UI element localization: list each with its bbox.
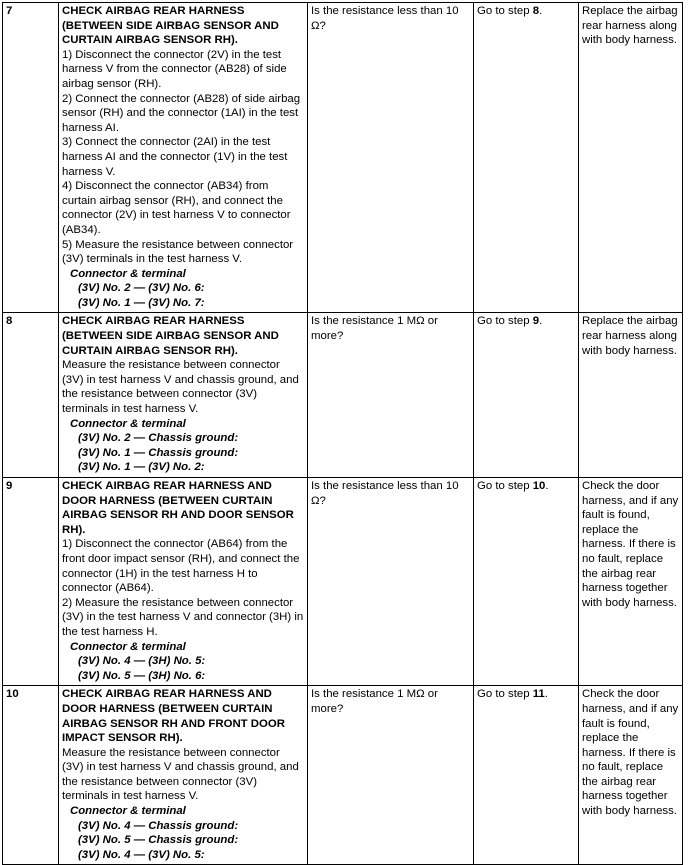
terminal-pair: (3V) No. 4 — (3H) No. 5: [78, 655, 206, 668]
no-cell [579, 686, 683, 865]
connector-terminal-heading: Connector & terminal [70, 640, 186, 653]
yes-cell [474, 3, 579, 313]
terminal-pair: (3V) No. 5 — Chassis ground: [78, 834, 239, 847]
no-cell [579, 3, 683, 313]
yes-prefix: Go to step [477, 315, 533, 328]
procedure-step: 1) Disconnect the connector (2V) in the test harness V from the connector (AB28) of side airbag sensor (RH). [62, 48, 287, 90]
yes-suffix: . [545, 480, 549, 492]
step-number: 10 [6, 688, 19, 701]
terminal-list [62, 654, 304, 683]
yes-cell [474, 313, 579, 478]
yes-prefix: Go to step [477, 688, 533, 701]
yes-step-link[interactable]: 9 [532, 315, 540, 328]
no-action: Replace the airbag rear harness along with body harness. [582, 315, 678, 357]
no-cell [579, 313, 683, 478]
terminal-pair: (3V) No. 4 — (3V) No. 5: [78, 848, 205, 861]
check-question: Is the resistance less than 10 Ω? [311, 5, 459, 32]
yes-suffix: . [539, 315, 543, 328]
step-number-cell [3, 3, 59, 313]
procedure-step: 2) Measure the resistance between connector (3V) in the test harness V and connector (3H) in the test harness H. [62, 596, 304, 638]
step-number-cell [3, 478, 59, 686]
step-number: 8 [6, 315, 13, 328]
procedure-step: Measure the resistance between connector (3V) in test harness V and chassis ground, and the resistance between connector (3V) terminals in test harness V. [62, 359, 299, 416]
table-body [3, 3, 683, 865]
diagnostic-procedure-table [2, 2, 683, 865]
yes-prefix: Go to step [477, 5, 533, 17]
connector-terminal-heading: Connector & terminal [70, 805, 186, 818]
connector-terminal-heading: Connector & terminal [70, 417, 186, 430]
check-question: Is the resistance 1 MΩ or more? [311, 315, 438, 343]
no-action: Replace the airbag rear harness along with body harness. [582, 5, 678, 47]
connector-terminal-heading: Connector & terminal [70, 267, 186, 280]
procedure-steps [62, 746, 304, 804]
yes-step-link[interactable]: 8 [532, 5, 540, 17]
terminal-pair: (3V) No. 2 — (3V) No. 6: [78, 282, 205, 295]
check-cell [308, 686, 474, 865]
check-title: CHECK AIRBAG REAR HARNESS (BETWEEN SIDE AIRBAG SENSOR AND CURTAIN AIRBAG SENSOR RH). [62, 5, 279, 47]
procedure-cell [59, 478, 308, 686]
step-number-cell [3, 313, 59, 478]
yes-step-link[interactable]: 10 [532, 480, 546, 492]
check-title: CHECK AIRBAG REAR HARNESS AND DOOR HARNESS (BETWEEN CURTAIN AIRBAG SENSOR RH AND DOOR SENSOR RH). [62, 480, 294, 536]
terminal-pair: (3V) No. 1 — (3V) No. 2: [78, 461, 205, 474]
yes-cell [474, 478, 579, 686]
procedure-steps [62, 537, 304, 639]
terminal-pair: (3V) No. 1 — Chassis ground: [78, 446, 239, 459]
terminal-list [62, 281, 304, 310]
terminal-pair: (3V) No. 5 — (3H) No. 6: [78, 669, 206, 682]
check-cell [308, 3, 474, 313]
no-cell [579, 478, 683, 686]
procedure-cell [59, 3, 308, 313]
terminal-list [62, 431, 304, 475]
procedure-step: 5) Measure the resistance between connector (3V) terminals in the test harness V. [62, 238, 294, 266]
procedure-steps [62, 48, 304, 267]
no-action: Check the door harness, and if any fault is found, replace the harness. If there is no fault, replace the airbag rear harness together with body harness. [582, 480, 679, 609]
table-row [3, 3, 683, 313]
check-question: Is the resistance less than 10 Ω? [311, 480, 459, 507]
procedure-cell [59, 686, 308, 865]
procedure-step: Measure the resistance between connector (3V) in test harness V and chassis ground, and the resistance between connector (3V) terminals in test harness V. [62, 746, 299, 803]
step-number-cell [3, 686, 59, 865]
yes-cell [474, 686, 579, 865]
yes-prefix: Go to step [477, 480, 533, 492]
check-question: Is the resistance 1 MΩ or more? [311, 688, 438, 715]
terminal-pair: (3V) No. 1 — (3V) No. 7: [78, 296, 205, 309]
yes-step-link[interactable]: 11 [532, 688, 545, 701]
no-action: Check the door harness, and if any fault is found, replace the harness. If there is no fault, replace the airbag rear harness together with body harness. [582, 688, 679, 818]
terminal-list [62, 819, 304, 863]
check-cell [308, 478, 474, 686]
table-row [3, 313, 683, 478]
table-row [3, 478, 683, 686]
yes-suffix: . [539, 5, 543, 17]
procedure-step: 2) Connect the connector (AB28) of side airbag sensor (RH) and the connector (1AI) in the test harness AI. [62, 92, 301, 134]
procedure-step: 1) Disconnect the connector (AB64) from the front door impact sensor (RH), and connect the connector (1H) in the test harness H to connector (AB64). [62, 538, 300, 595]
step-number: 7 [6, 5, 13, 17]
check-title: CHECK AIRBAG REAR HARNESS (BETWEEN SIDE AIRBAG SENSOR AND CURTAIN AIRBAG SENSOR RH). [62, 315, 279, 357]
step-number: 9 [6, 480, 13, 492]
check-title: CHECK AIRBAG REAR HARNESS AND DOOR HARNESS (BETWEEN CURTAIN AIRBAG SENSOR RH AND FRONT DOOR IMPACT SENSOR RH). [62, 688, 285, 745]
procedure-cell [59, 313, 308, 478]
procedure-step: 3) Connect the connector (2AI) in the test harness AI and the connector (1V) in the test harness V. [62, 136, 288, 178]
check-cell [308, 313, 474, 478]
table-row [3, 686, 683, 865]
yes-suffix: . [544, 688, 548, 701]
terminal-pair: (3V) No. 2 — Chassis ground: [78, 432, 239, 445]
terminal-pair: (3V) No. 4 — Chassis ground: [78, 819, 239, 832]
procedure-steps [62, 358, 304, 416]
procedure-step: 4) Disconnect the connector (AB34) from curtain airbag sensor (RH), and connect the connector (2V) in test harness V to connector (AB34). [62, 180, 291, 236]
